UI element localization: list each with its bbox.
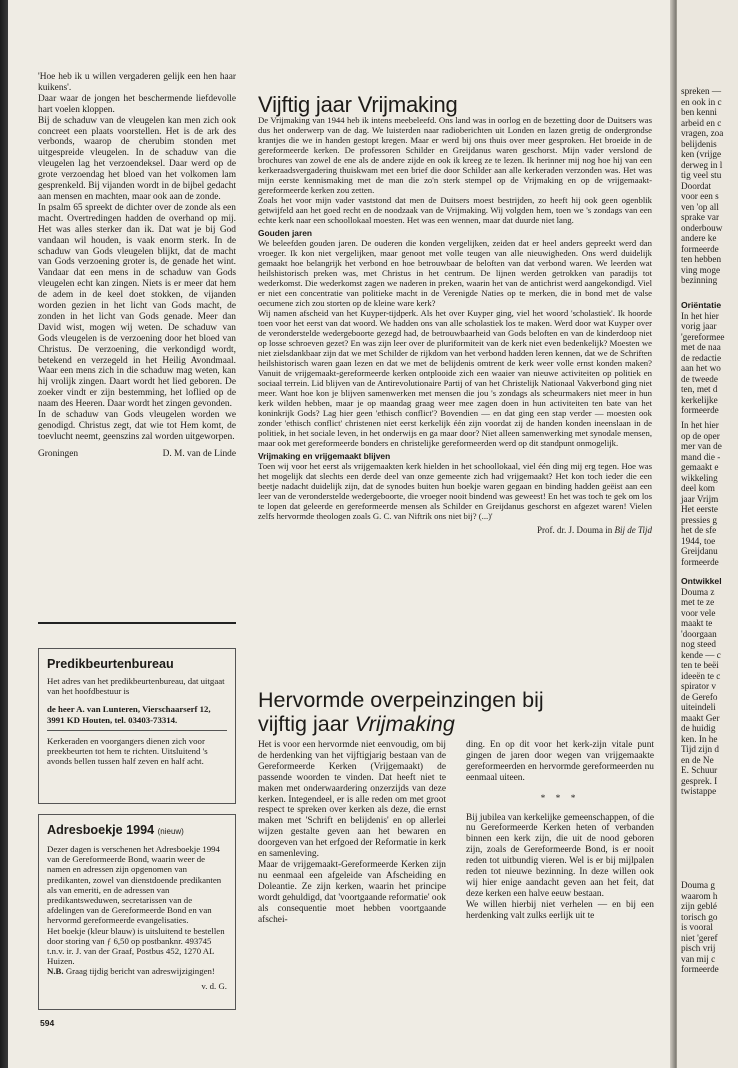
box-address: de heer A. van Lunteren, Vierschaarserf 12, 3991 KD Houten, tel. 03403-73314. bbox=[47, 704, 211, 725]
article1-credit bbox=[258, 526, 652, 536]
next-page-line: 'gereformee bbox=[681, 331, 725, 342]
next-page-line: aan het wo bbox=[681, 363, 721, 373]
next-page-line: de huidig bbox=[681, 723, 716, 733]
article1-subheading: Gouden jaren bbox=[258, 228, 312, 239]
next-page-block bbox=[681, 86, 723, 286]
next-page-block bbox=[681, 300, 724, 416]
next-page-line: E. Schuur bbox=[681, 765, 718, 775]
meditation-paragraph: 'Hoe heb ik u willen vergaderen gelijk een hen haar kuikens'. bbox=[38, 72, 236, 93]
next-page-line: nog steed bbox=[681, 639, 716, 649]
next-page-line: vragen, zoa bbox=[681, 128, 724, 138]
article2-title bbox=[258, 688, 658, 736]
next-page-line: derweg in l bbox=[681, 159, 723, 170]
next-page-line: spreken — bbox=[681, 86, 722, 96]
meditation-paragraph: Daar waar de jongen het beschermende liefdevolle hart voelen kloppen. bbox=[38, 93, 236, 115]
next-page-line: waarom h bbox=[681, 890, 718, 901]
next-page-line: sprake var bbox=[681, 212, 720, 222]
next-page-line: andere ke bbox=[681, 233, 717, 243]
next-page-line: Greijdanu bbox=[681, 546, 718, 556]
box-signature: v. d. G. bbox=[201, 980, 227, 991]
article1-paragraph: Zoals het voor mijn vader vaststond dat men de Duitsers moest bestrijden, zo heeft hij ook geen ogenblik getwijfeld aan het goed recht en de noodzaak van de Vrijmaking. Wij volgden hem, toen we 's zondags van een echte kerk naar een schoollokaal moesten. Het was een wennen, maar dat duurde niet lang. bbox=[258, 194, 652, 225]
next-page-line: ken. In he bbox=[681, 733, 718, 744]
next-page-line: Douma g bbox=[681, 880, 715, 890]
next-page-line: formeerde bbox=[681, 243, 719, 254]
article1-paragraph: De Vrijmaking van 1944 heb ik intens meebeleefd. Ons land was in oorlog en de bezetting door de Duitsers was dus het onderwerp van de dag. We luisterden naar radioberichten uit Londen en lazen gretig de ondergrondse krantjes die we in handen gestopt kregen. Maar er werd bij ons thuis over meer gesproken. Het broeide in de gereformeerde kerken. De professoren Schilder en Greijdanus waren geschorst. Mijn vader verslond de brochures van zowel de ene als de andere zijde en ook ik kreeg ze te lezen. Ik herinner mij nog hoe hij van een kerkeraadsvergadering thuiskwam met een brief die door Schilder aan alle kerkeraden verzonden was. Het was mijn eerste kennismaking met de man die zo'n sterk stempel op de Vrijmaking en op de vrijgemaakt-gereformeerde kerken zou zetten. bbox=[258, 115, 652, 195]
signature-place: Groningen bbox=[38, 448, 79, 459]
next-page-line: formeerde bbox=[681, 556, 719, 567]
next-page-line: onderbouw bbox=[681, 222, 723, 233]
section-break-stars: * * * bbox=[540, 793, 580, 804]
next-page-line: en ook in c bbox=[681, 96, 722, 107]
next-page-line: ideeën te c bbox=[681, 670, 721, 681]
next-page-line: kende — c bbox=[681, 649, 721, 660]
next-page-line: maakt te bbox=[681, 618, 713, 628]
next-page-line: ten hebben bbox=[681, 254, 722, 264]
article2-paragraph: Het is voor een hervormde niet eenvoudig, om bij de herdenking van het vijftigjarig bestaan van de Gereformeerde Kerken (Vrijgemaakt) de passende woorden te vinden. Dat heeft niet te maken met onderwaardering onzerzijds van deze kerken. Integendeel, er is alle reden om met groot respect te spreken over kerken als deze, die ernst maken met 'Schrift en belijdenis' en op allerlei wijzen gestalte geven aan het bewaren en doorgeven van het erfgoed der Reformatie in kerk en samenleving. bbox=[258, 740, 446, 860]
nb-label: N.B. bbox=[47, 966, 64, 977]
next-page-line: belijdenis bbox=[681, 138, 717, 149]
next-page-line: ten te beëi bbox=[681, 660, 719, 670]
box-nb bbox=[47, 966, 227, 976]
box-title: Predikbeurtenbureau bbox=[47, 657, 174, 671]
next-page-line: mer van de bbox=[681, 441, 722, 451]
article2-paragraph: Bij jubilea van kerkelijke gemeenschappen, of die nu Gereformeerde Kerken heten of verbanden binnen een kerk zijn, die uit de nood geboren zijn, zoals de Gereformeerde Bond, is er nooit reden tot uitbundig vieren. Wel is er bij mijlpalen reden tot nieuwe bezinning. In deze willen ook wij hier enige aandacht geven aan het feit, dat deze kerken een halve eeuw bestaan. bbox=[466, 812, 654, 899]
credit-source: Bij de Tijd bbox=[614, 525, 652, 536]
credit-name: Prof. dr. J. Douma in bbox=[536, 525, 613, 536]
nb-text: Graag tijdig bericht van adreswijzigingen! bbox=[65, 966, 215, 977]
next-page-line: ving moge bbox=[681, 264, 721, 275]
signature-author: D. M. van de Linde bbox=[162, 448, 236, 459]
next-page-line: zijn geblé bbox=[681, 901, 717, 911]
next-page-line: Doordat bbox=[681, 180, 712, 191]
next-page-line: ven 'op all bbox=[681, 201, 719, 212]
next-page-line: twistappe bbox=[681, 786, 717, 796]
title-italic: Vrijmaking bbox=[354, 712, 455, 736]
meditation-column bbox=[38, 72, 236, 460]
predikbeurten-box bbox=[38, 648, 236, 804]
article1-paragraph: Toen wij voor het eerst als vrijgemaakten kerk hielden in het schoollokaal, viel één ding mij erg tegen. Hoe was het mogelijk dat slechts een derde deel van onze gemeente zich had vrijgemaakt? Het kon toch ieder die een beetje nadacht duidelijk zijn, dat de synodes buiten hun boekje waren gegaan en binding hadden geëist aan een leer van de veronderstelde wedergeboorte, die vroeger nooit bindend was geweest! En het was toch te gek om los te lopen dat geleerde en gereformeerde mensen als Schilder en Greijdanus geschorst en afgezet waren! Vielen zelfs hervormde theologen zoals G. C. van Niftrik ons niet bij? (...)' bbox=[258, 461, 652, 522]
binding-shadow bbox=[0, 0, 8, 1068]
next-page-line: ben kenni bbox=[681, 107, 717, 117]
meditation-paragraph: In psalm 65 spreekt de dichter over de zonde als een macht. Overtredingen hadden de overhand op mij. Het was alles sterker dan ik. Dat wat je bij God vandaan wil houden, is vaak enorm sterk. In de schaduw van Gods vleugelen blijkt, dat de macht van Gods verzoening groter is, de genade het wint. Vandaar dat een mens in de schaduw van Gods vleugelen echt kan zingen. Niets is er meer dat hem de adem in de keel doet stokken, de vijanden worden gezien in het licht van Gods macht, de zonden in het licht van Gods genade. Meer dan David wist, mogen wij weten. De schaduw van Gods vleugelen is de verzoening door het bloed van Christus. De verzoening, die verkondigd wordt, betekend en verzegeld in het Heilig Avondmaal. Waar een mens zich in die schaduw mag weten, kan hij vrolijk zingen. Daart wordt het lied geboren. De zoeker vindt er zijn bestemming, het loflied op de naam des Heeren. Daar wordt het zingen gevonden. bbox=[38, 202, 236, 410]
next-page-line: Douma z bbox=[681, 586, 715, 597]
next-page-heading: Ontwikkel bbox=[681, 576, 722, 586]
box-text: Dezer dagen is verschenen het Adresboekje 1994 van de Gereformeerde Bond, waarin weer de namen en adressen zijn opgenomen van predikanten, zowel van dienstdoende predikanten als van emeriti, en de adressen van predikantsweduwen, secretarissen van de afdelingen van de Gereformeerde Bond en van hervormd gereformeerde evangelisaties. bbox=[47, 844, 222, 926]
box-text: Het boekje (kleur blauw) is uitsluitend te bestellen door storing van ƒ 6,50 op postbanknr. 493745 t.n.v. ir. J. van der Graaf, Postbus 452, 1270 AL Huizen. bbox=[47, 925, 225, 967]
next-page-line: wikkeling bbox=[681, 472, 718, 483]
next-page-line: 1944, toe bbox=[681, 535, 716, 546]
next-page-line: met de naa bbox=[681, 342, 721, 352]
next-page-line: tig veel stu bbox=[681, 170, 722, 180]
article1-paragraph: Wij namen afscheid van het Kuyper-tijdperk. Als het over Kuyper ging, viel het woord 'scholastiek'. Ik hoorde toen voor het eerst van dat woord. We hadden ons van alle scholastiek los te maken. Werd door wat Kuyper over de veronderstelde wedergeboorte gezegd had, de betrouwbaarheid van Gods beloften en van de kinderdoop niet op losse schroeven gezet? En was zijn leer over de pluriformiteit van de kerk niet even bedenkelijk? Moesten we niet zielsdankbaar zijn dat we met Schilder de rijkdom van het verbond hadden leren kennen, dat we de Schriften heilshistorisch waren gaan lezen en dat we met de belijdenis omtrent de kerk weer volle ernst konden maken? Vanuit de vrijgemaakt-gereformeerde kerken ontplooide zich een waaier van nieuwe activiteiten op politiek en sociaal terrein. Lid blijven van de Antirevolutionaire Partij of van het Christelijk Nationaal Vakverbond ging niet meer. Want hoe kon je blijven samenwerken met mensen die jou 's zondags als scheurmakers niet meer in hun kerk wilden hebben, maar je op maandag graag weer mee zagen doen in hun activiteiten ten bate van het koninkrijk Gods? Lag hier geen 'ethisch conflict'? Bovendien — en dat ging een stap verder — moesten ook zonder 'ethisch conflict' christenen niet eerst kerkelijk één zijn voordat zij de handen konden ineenslaan in de politiek, in het sociale leven, in het onderwijs en ga maar door? Niet alleen samenwerking met synodale mensen, maar ook met gereformeerde bonders en christelijke gereformeerden werd op dit standpunt onmogelijk. bbox=[258, 308, 652, 448]
next-page-line: het de sfe bbox=[681, 525, 717, 535]
next-page-heading: Oriëntatie bbox=[681, 300, 722, 310]
title-line bbox=[258, 712, 658, 736]
meditation-signature bbox=[38, 449, 236, 460]
next-page-lines bbox=[681, 587, 722, 797]
adresboekje-box bbox=[38, 814, 236, 1010]
next-page-block bbox=[681, 576, 722, 797]
next-page-line: en de Ne bbox=[681, 754, 714, 765]
article1-title: Vijftig jaar Vrijmaking bbox=[258, 92, 458, 117]
next-page-line: uiteindeli bbox=[681, 702, 716, 712]
article1-subheading: Vrijmaking en vrijgemaakt blijven bbox=[258, 451, 391, 462]
next-page-line: ten, met d bbox=[681, 384, 718, 394]
next-page-line: Het eerste bbox=[681, 504, 718, 514]
meditation-paragraph: Bij de schaduw van de vleugelen kan men zich ook concreet een plaats voorstellen. Het is de ark des verbonds, waarop de cherubim stonden met uitgespreide vleugelen. In de schaduw van die vleugelen lag het verzoendeksel. Daar werd op de grote verzoendag het bloed van het volkomen lam gesprenkeld. Bij vijanden wordt in de bijbel gedacht aan mensen en machten, maar ook aan de zonde. bbox=[38, 115, 236, 202]
next-page-line: In het hier bbox=[681, 420, 719, 430]
article2-left-column bbox=[258, 740, 446, 925]
next-page-line: gesprek. I bbox=[681, 775, 718, 786]
column-divider bbox=[38, 622, 236, 624]
meditation-paragraph: In de schaduw van Gods vleugelen worden we genodigd. Christus zegt, dat wie tot Hem komt, de toevlucht neemt, geenszins zal worden uitgeworpen. bbox=[38, 410, 236, 442]
article1-paragraph: We beleefden gouden jaren. De ouderen die konden vergelijken, zeiden dat er heel anders gepreekt werd dan vroeger. Ik kon niet vergelijken, maar genoot met volle teugen van alle nieuwigheden. Ons werd duidelijk gemaakt hoe belangrijk het verbond en hoe betrouwbaar de beloften van dat verbond waren. We leerden wat heilshistorisch preken was, met Christus in het centrum. De lijnen werden getrokken van paradijs tot wederkomst. Die wederkomst zagen we naderen in preken, waarin het van de antichrist werd aangekondigd. Viel er niet een concentratie van politieke macht in de Verenigde Naties op te merken, die in bond met de valse oecumene zich zou storten op de kleine ware kerk? bbox=[258, 238, 652, 309]
next-page-line: is vooral bbox=[681, 922, 713, 932]
next-page-line: voor vele bbox=[681, 607, 716, 618]
box-intro: Het adres van het predikbeurtenbureau, dat uitgaat van het hoofdbestuur is bbox=[47, 676, 225, 697]
next-page-line: ken (vrijge bbox=[681, 149, 722, 159]
next-page-line: met te ze bbox=[681, 597, 715, 607]
article2-paragraph: We willen hierbij niet verhelen — en bij een herdenking valt zulks eerlijk uit te bbox=[466, 899, 654, 921]
next-page-line: gemaakt e bbox=[681, 462, 719, 472]
next-page-line: Tijd zijn d bbox=[681, 744, 719, 754]
next-page-line: op de oper bbox=[681, 430, 720, 441]
next-page-line: de tweede bbox=[681, 373, 718, 384]
next-page-line: 'doorgaan bbox=[681, 628, 717, 639]
title-line: Hervormde overpeinzingen bij bbox=[258, 688, 544, 712]
next-page-block bbox=[681, 420, 722, 567]
next-page-line: jaar Vrijm bbox=[681, 493, 719, 504]
next-page-line: voor een s bbox=[681, 191, 719, 201]
next-page-line: van mij c bbox=[681, 953, 716, 964]
next-page-line: kerkelijke bbox=[681, 394, 718, 405]
box-title-note: (nieuw) bbox=[157, 827, 184, 836]
next-page-line: deel kom bbox=[681, 483, 715, 493]
next-page-block bbox=[681, 880, 719, 975]
next-page-line: niet 'geref bbox=[681, 932, 718, 943]
box-title-text: Adresboekje 1994 bbox=[47, 823, 155, 837]
title-plain: vijftig jaar bbox=[258, 712, 349, 736]
page-number: 594 bbox=[40, 1018, 55, 1028]
next-page-line: pisch vrij bbox=[681, 943, 716, 953]
box-note: Kerkeraden en voorgangers dienen zich voor preekbeurten tot hem te richten. Uitsluitend 's avonds bellen tussen half zeven en half acht. bbox=[47, 735, 208, 767]
box-divider bbox=[47, 730, 227, 731]
next-page-line: de Gerefo bbox=[681, 691, 718, 702]
next-page-line: de redactie bbox=[681, 352, 722, 363]
article1-body bbox=[258, 116, 652, 536]
next-page-line: In het hier bbox=[681, 310, 719, 321]
next-page-line: formeerde bbox=[681, 964, 719, 974]
next-page-line: pressies g bbox=[681, 514, 717, 525]
next-page-line: bezinning bbox=[681, 275, 718, 285]
next-page-line: maakt Ger bbox=[681, 712, 720, 723]
next-page-line: arbeid en c bbox=[681, 117, 722, 128]
next-page-line: mand die - bbox=[681, 451, 721, 462]
next-page-line: formeerde bbox=[681, 405, 719, 415]
next-page-fragment bbox=[676, 0, 738, 1068]
article2-paragraph: ding. En op dit voor het kerk-zijn vitale punt gingen de jaren door wegen van vrijgemaakte gereformeerden en hervormde gereformeerden nu eenmaal uiteen. bbox=[466, 740, 654, 783]
article2-right-column bbox=[466, 740, 654, 922]
next-page-line: vorig jaar bbox=[681, 321, 717, 331]
next-page-line: torisch go bbox=[681, 911, 718, 922]
next-page-lines bbox=[681, 311, 724, 416]
article2-paragraph: Maar de vrijgemaakt-Gereformeerde Kerken zijn nu eenmaal een afgeleide van Afscheiding en Doleantie. Ze zijn kerken, waarin het principe wordt gehuldigd, dat 'voortgaande reformatie' ook als consequentie moet hebben voortgaande afschei- bbox=[258, 859, 446, 925]
box-title bbox=[47, 823, 227, 839]
next-page-line: spirator v bbox=[681, 681, 716, 691]
